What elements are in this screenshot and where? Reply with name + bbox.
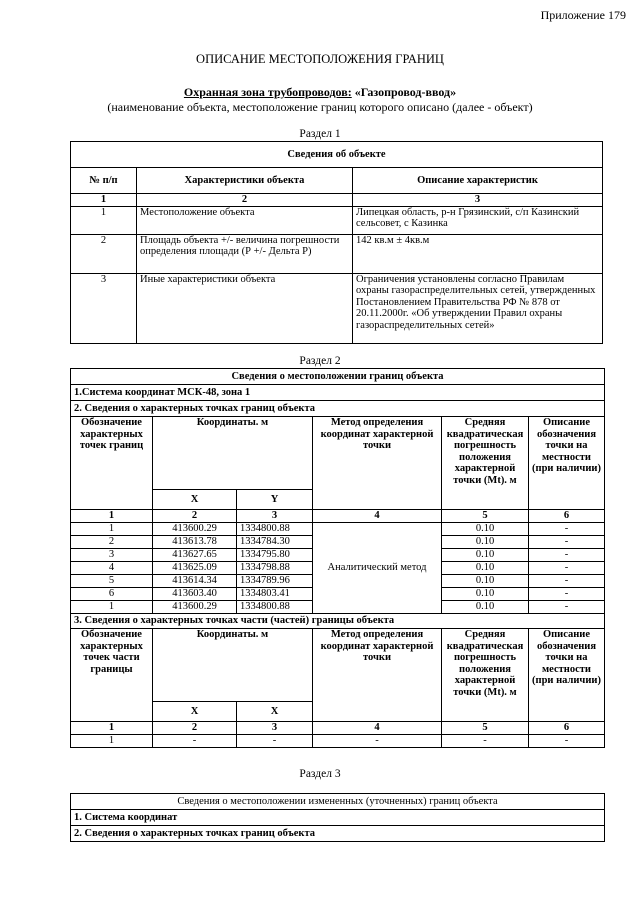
point-error: 0.10 — [442, 588, 529, 601]
object-name-line — [0, 85, 640, 100]
point-x: 413603.40 — [153, 588, 237, 601]
table-row — [71, 735, 605, 748]
table-row — [71, 273, 603, 343]
boundary-points-table — [70, 368, 605, 748]
col-num: 1 — [71, 194, 137, 207]
point-x: 413614.34 — [153, 575, 237, 588]
object-subtitle: (наименование объекта, местоположение границ которого описано (далее - объект) — [107, 100, 533, 114]
page-title: ОПИСАНИЕ МЕСТОПОЛОЖЕНИЯ ГРАНИЦ — [196, 52, 444, 66]
header-designation: Обозначение характерных точек границ — [71, 417, 153, 510]
points-section-title: 2. Сведения о характерных точках границ объекта — [71, 401, 605, 417]
col-num: 4 — [313, 722, 442, 735]
point-y: 1334798.88 — [237, 562, 313, 575]
col-num: 2 — [153, 510, 237, 523]
point-description: - — [529, 562, 605, 575]
col-num: 6 — [529, 510, 605, 523]
object-prefix: Охранная зона трубопроводов: — [183, 85, 352, 99]
table-title: Сведения об объекте — [71, 142, 603, 168]
point-y: 1334784.30 — [237, 536, 313, 549]
col-num: 5 — [442, 722, 529, 735]
row-number: 2 — [71, 234, 137, 273]
coord-system-row: 1. Система координат — [71, 810, 605, 826]
point-id: 1 — [71, 523, 153, 536]
section1-label: Раздел 1 — [299, 128, 341, 140]
point-id: 2 — [71, 536, 153, 549]
col-num: 6 — [529, 722, 605, 735]
row-description: Липецкая область, р-н Грязинский, с/п Казинский сельсовет, с Казинка — [353, 206, 603, 234]
part-section-title: 3. Сведения о характерных точках части (частей) границы объекта — [71, 614, 605, 629]
point-description: - — [529, 549, 605, 562]
col-num: 3 — [237, 510, 313, 523]
row-number: 1 — [71, 206, 137, 234]
col-num: 3 — [237, 722, 313, 735]
point-id: 1 — [71, 601, 153, 614]
header-number: № п/п — [71, 168, 137, 194]
header-point-description: Описание обозначения точки на местности (при наличии) — [529, 629, 605, 722]
point-id: 5 — [71, 575, 153, 588]
header-x: X — [153, 702, 237, 722]
col-num: 2 — [137, 194, 353, 207]
section3-label: Раздел 3 — [299, 768, 341, 780]
header-error: Средняя квадратическая погрешность положения характерной точки (Mt). м — [442, 629, 529, 722]
point-id: 6 — [71, 588, 153, 601]
page-number: Приложение 179 — [540, 8, 626, 22]
col-num: 1 — [71, 510, 153, 523]
point-description: - — [529, 601, 605, 614]
col-num: 4 — [313, 510, 442, 523]
point-description: - — [529, 575, 605, 588]
header-characteristic: Характеристики объекта — [137, 168, 353, 194]
point-x: 413600.29 — [153, 523, 237, 536]
points-row: 2. Сведения о характерных точках границ объекта — [71, 826, 605, 842]
point-y: 1334795.80 — [237, 549, 313, 562]
point-error: 0.10 — [442, 562, 529, 575]
table-title: Сведения о местоположении измененных (уточненных) границ объекта — [71, 794, 605, 810]
point-y: 1334803.41 — [237, 588, 313, 601]
col-num: 1 — [71, 722, 153, 735]
object-info-table — [70, 141, 603, 344]
header-method: Метод определения координат характерной точки — [313, 417, 442, 510]
point-x: 413625.09 — [153, 562, 237, 575]
point-y: 1334789.96 — [237, 575, 313, 588]
header-error: Средняя квадратическая погрешность положения характерной точки (Mt). м — [442, 417, 529, 510]
point-id: 4 — [71, 562, 153, 575]
row-number: 3 — [71, 273, 137, 343]
point-x: 413613.78 — [153, 536, 237, 549]
row-characteristic: Площадь объекта +/- величина погрешности определения площади (Р +/- Дельта Р) — [137, 234, 353, 273]
header-coords: Координаты. м — [153, 417, 313, 490]
header-y: Y — [237, 490, 313, 510]
table-title: Сведения о местоположении границ объекта — [71, 369, 605, 385]
header-description: Описание характеристик — [353, 168, 603, 194]
point-description: - — [529, 523, 605, 536]
part-point-error: - — [442, 735, 529, 748]
header-point-description: Описание обозначения точки на местности (при наличии) — [529, 417, 605, 510]
point-y: 1334800.88 — [237, 523, 313, 536]
row-characteristic: Местоположение объекта — [137, 206, 353, 234]
point-error: 0.10 — [442, 549, 529, 562]
col-num: 3 — [353, 194, 603, 207]
header-part-designation: Обозначение характерных точек части границы — [71, 629, 153, 722]
coord-system: 1.Система координат МСК-48, зона 1 — [71, 385, 605, 401]
table-row — [71, 206, 603, 234]
header-y: X — [237, 702, 313, 722]
col-num: 5 — [442, 510, 529, 523]
row-description: 142 кв.м ± 4кв.м — [353, 234, 603, 273]
part-point-description: - — [529, 735, 605, 748]
part-point-method: - — [313, 735, 442, 748]
row-characteristic: Иные характеристики объекта — [137, 273, 353, 343]
point-x: 413627.65 — [153, 549, 237, 562]
point-description: - — [529, 536, 605, 549]
section2-label: Раздел 2 — [299, 355, 341, 367]
part-point-id: 1 — [71, 735, 153, 748]
table-row — [71, 234, 603, 273]
header-method: Метод определения координат характерной точки — [313, 629, 442, 722]
point-error: 0.10 — [442, 601, 529, 614]
row-description: Ограничения установлены согласно Правилам охраны газораспределительных сетей, утвержденных Постановлением Правительства РФ № 878 от 20.11.2000г. «Об утверждении Правил охраны газораспределительных сетей» — [353, 273, 603, 343]
part-point-x: - — [153, 735, 237, 748]
changed-boundaries-table — [70, 793, 605, 842]
point-y: 1334800.88 — [237, 601, 313, 614]
header-x: X — [153, 490, 237, 510]
point-error: 0.10 — [442, 575, 529, 588]
part-point-y: - — [237, 735, 313, 748]
method-value: Аналитический метод — [313, 523, 442, 614]
point-id: 3 — [71, 549, 153, 562]
point-description: - — [529, 588, 605, 601]
object-name: «Газопровод-ввод» — [354, 85, 457, 99]
header-coords: Координаты. м — [153, 629, 313, 702]
col-num: 2 — [153, 722, 237, 735]
table-row — [71, 523, 605, 536]
point-error: 0.10 — [442, 523, 529, 536]
point-error: 0.10 — [442, 536, 529, 549]
point-x: 413600.29 — [153, 601, 237, 614]
